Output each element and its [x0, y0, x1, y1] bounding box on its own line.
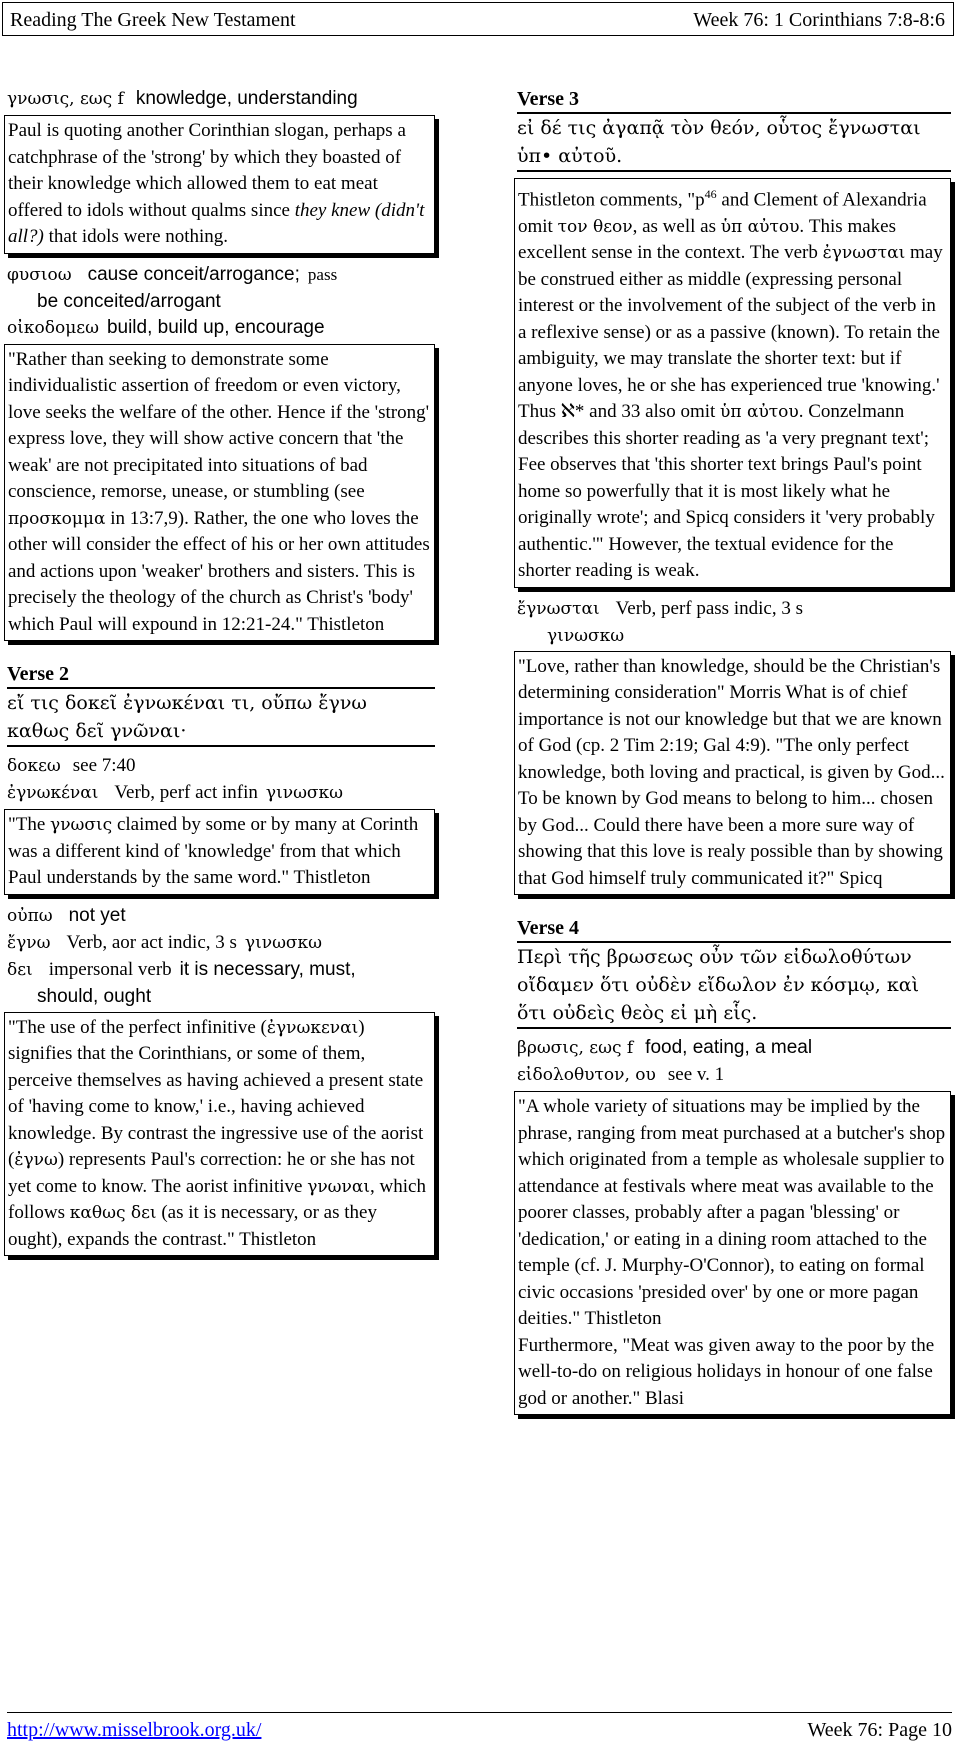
commentary-text: in 13:7,9). Rather, the one who loves the other will consider the effect of his or her own attitudes and actions upon 'weaker' brothers and sisters. This is precisely the theology of the church as Christ's 'body' which Paul will expound in 12:21-24." Thistleton — [8, 507, 430, 635]
page-number: Week 76: Page 10 — [807, 1719, 952, 1741]
commentary-greek: τον θεον — [557, 216, 633, 237]
commentary-greek: ἐγνωσται — [822, 243, 906, 264]
vocab-entry — [7, 753, 435, 780]
commentary-text: "The use of the perfect infinitive ( — [8, 1016, 267, 1038]
vocab-word: δει — [7, 959, 33, 980]
vocab-word: ἐγνωκέναι — [7, 783, 99, 803]
commentary-text: Thistleton comments, "p — [518, 189, 705, 211]
vocab-entry — [517, 596, 951, 649]
commentary-text: , as well as — [632, 215, 721, 237]
vocab-entry — [517, 1035, 951, 1062]
vocab-word: ἔγνω — [7, 932, 51, 953]
header-week: Week 76: 1 Corinthians 7:8-8:6 — [693, 9, 945, 31]
commentary-box — [4, 809, 435, 895]
commentary-text: claimed by some or by many at Corinth was a different kind of 'knowledge' from that which Paul understands by the same word." Thistleton — [8, 814, 419, 888]
commentary-text: , which follows — [8, 1175, 426, 1223]
vocab-definition: cause conceit/arrogance; — [87, 263, 300, 285]
commentary-text: . Conzelmann describes this shorter reading as 'a very pregnant text'; Fee observes that 'this shorter text brings Paul's point home so powerfully that it is most likely what he originally wrote'; and Spicq considers it 'very probably authentic.'" However, the textual evidence for the shorter reading is weak. — [518, 401, 935, 582]
vocab-word: γνωσις, εως f — [7, 89, 124, 109]
commentary-box — [4, 344, 435, 642]
vocab-entry — [7, 780, 435, 807]
commentary-text: "Rather than seeking to demonstrate some individualistic assertion of freedom or even victory, love seeks the welfare of the other. Hence if the 'strong' express love, they will show active concern that 'the weak' are not precipitated into situations of bad conscience, remorse, unease, or stumbling (see — [8, 348, 429, 502]
commentary-text: (as it is necessary, or as they ought), expands the contrast." Thistleton — [8, 1202, 377, 1250]
vocab-entry — [7, 903, 435, 930]
commentary-text: that idols were nothing. — [43, 226, 229, 247]
vocab-entry — [7, 262, 435, 315]
verse-heading: Verse 2 — [7, 661, 435, 689]
commentary-greek: προσκομμα — [8, 508, 106, 529]
commentary-box — [4, 115, 435, 254]
vocab-definition: food, eating, a meal — [645, 1037, 813, 1059]
vocab-word: οὐπω — [7, 905, 53, 926]
vocab-word: ἔγνωσται — [517, 598, 600, 619]
commentary-text: and Clement of Alexandria omit — [518, 189, 927, 237]
commentary-text: "The — [8, 814, 51, 835]
commentary-text: may be construed either as middle (expressing personal interest or the involvement of the subject of the verb in a reflexive sense) or as a passive (known). To retain the ambiguity, we may translate the shorter text: but if anyone loves, he or she has experienced true 'knowing.' Thus ℵ* and 33 also omit — [518, 242, 943, 423]
vocab-entry — [517, 1062, 951, 1089]
vocab-definition-cont: should, ought — [37, 985, 152, 1007]
commentary-italic: they knew (didn't all?) — [8, 199, 425, 247]
vocab-word: εἰδολοθυτον, ου — [517, 1065, 656, 1086]
verse-text: εἴ τις δοκεῖ ἐγνωκέναι τι, οὔπω ἔγνω καθως δεῖ γνῶναι· — [7, 689, 435, 747]
vocab-root: γινωσκω — [244, 932, 323, 953]
verse-heading: Verse 4 — [517, 915, 951, 943]
vocab-word: οἰκοδομεω — [7, 317, 99, 338]
verse-text: εἰ δέ τις ἀγαπᾷ τὸν θεόν, οὗτος ἔγνωσται ὑπ• αὐτοῦ. — [517, 114, 951, 172]
vocab-word: βρωσις, εως f — [517, 1038, 634, 1059]
vocab-definition: Verb, aor act indic, 3 s — [66, 931, 237, 953]
vocab-definition: not yet — [68, 904, 126, 926]
vocab-word: δοκεω — [7, 756, 61, 776]
commentary-text: Paul is quoting another Corinthian slogan, perhaps a catchphrase of the 'strong' by which they boasted of their knowledge which allowed them to eat meat offered to idols without qualms since — [8, 120, 406, 221]
vocab-entry — [7, 930, 435, 957]
vocab-entry — [7, 86, 435, 113]
commentary-text: . This makes excellent sense in the context. The verb — [518, 215, 896, 264]
verse-heading: Verse 3 — [517, 86, 951, 114]
vocab-root: γινωσκω — [265, 783, 344, 803]
vocab-grammar: impersonal verb — [48, 958, 172, 980]
left-column — [7, 86, 435, 1264]
papyrus-superscript: 46 — [704, 187, 717, 201]
vocab-definition: Verb, perf act infin — [114, 782, 258, 803]
vocab-entry — [7, 315, 435, 342]
verse-text: Περὶ τῆς βρωσεως οὖν τῶν εἰδωλοθύτων οἴδαμεν ὅτι οὐδὲν εἴδωλον ἐν κόσμῳ, καὶ ὅτι οὐδεὶς θεὸς εἰ μὴ εἷς. — [517, 943, 951, 1029]
footer-divider — [7, 1712, 952, 1713]
footer-link[interactable]: http://www.misselbrook.org.uk/ — [7, 1719, 262, 1741]
vocab-definition: see v. 1 — [667, 1064, 725, 1086]
commentary-text: ) signifies that the Corinthians, or some of them, perceive themselves as having achieved a present state of 'having come to know,' i.e., having achieved knowledge. By contrast the ingressive use of the aorist ( — [8, 1016, 424, 1170]
vocab-definition: build, build up, encourage — [106, 316, 325, 338]
vocab-definition: see 7:40 — [72, 755, 136, 776]
commentary-greek: γνωναι — [307, 1176, 371, 1197]
commentary-box — [514, 178, 951, 588]
vocab-definition: Verb, perf pass indic, 3 s — [615, 597, 803, 619]
commentary-greek: ὑπ αὐτου — [720, 216, 800, 237]
commentary-text: ) represents Paul's correction: he or she has not yet come to know. The aorist infinitive — [8, 1149, 415, 1197]
commentary-box — [4, 1012, 435, 1257]
commentary-greek: ὑπ αὐτου — [720, 402, 799, 423]
vocab-definition: it is necessary, must, — [179, 958, 356, 980]
vocab-entry — [7, 957, 435, 1010]
vocab-voice: pass — [307, 264, 338, 284]
commentary-greek: γνωσις — [50, 815, 113, 835]
header-title: Reading The Greek New Testament — [10, 9, 296, 31]
commentary-greek: ἐγνω — [14, 1150, 58, 1170]
page-header — [2, 2, 954, 36]
vocab-word: φυσιοω — [7, 264, 72, 285]
commentary-box: "Love, rather than knowledge, should be the Christian's determining consideration" Morris What is of chief importance is not our knowledge but that we are known of God (cp. 2 Tim 2:19; Gal 4:9). "The only perfect knowledge, both loving and practical, is given by God... To be known by God means to belong to him... chosen by God... Could there have been a more sure way of showing that this love is realy possible than by showing that God himself truly communicated it?" Spicq — [514, 651, 951, 896]
vocab-definition: knowledge, understanding — [135, 88, 358, 109]
commentary-box: "A whole variety of situations may be implied by the phrase, ranging from meat purchased at a butcher's shop which originated from a temple as wholesale supplier to attendance at festivals where meat was available to the poorer classes, probably after a pagan 'blessing' or 'dedication,' or eating in a dining room attached to the temple (cf. J. Murphy-O'Connor), to eating on formal civic occasions 'presided over' by one or more pagan deities." Thistleton Furthermore, "Meat was given away to the poor by the well-to-do on religious holidays in honour of one false god or another." Blasi — [514, 1091, 951, 1415]
vocab-definition-cont: be conceited/arrogant — [37, 290, 221, 312]
right-column — [517, 86, 951, 1423]
commentary-greek: καθως δει — [69, 1203, 157, 1223]
page-footer — [7, 1719, 952, 1742]
commentary-greek: ἐγνωκεναι — [266, 1017, 359, 1038]
vocab-root: γινωσκω — [547, 625, 625, 646]
